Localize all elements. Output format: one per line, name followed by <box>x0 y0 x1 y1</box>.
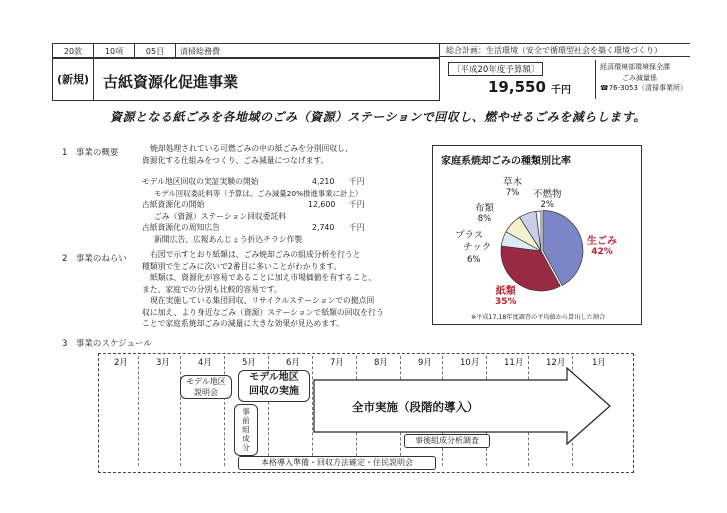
section2-body <box>142 249 432 330</box>
model-briefing-box <box>180 375 232 399</box>
body-line: 種類別で生ごみに次いで2番目に多いことがわかります。 <box>142 261 342 271</box>
label-pct: 42% <box>591 247 613 257</box>
code-kan: 20款 <box>53 44 94 58</box>
item-unit: 千円 <box>349 200 365 209</box>
label-name: プラス <box>455 230 484 241</box>
intro-line: 資源化する仕組みをつくり、ごみ減量につなげます。 <box>142 155 329 165</box>
arrow-label: 全市実施（段階的導入） <box>352 400 479 414</box>
month-label: 7月 <box>330 358 344 368</box>
label-pct: 7% <box>505 188 520 198</box>
label-name2: チック <box>463 242 492 253</box>
dept-line: ごみ減量係 <box>622 73 657 82</box>
dept-line: ☎76-3053（清掃事業所） <box>600 84 687 92</box>
label-paper <box>495 282 517 307</box>
item-amount: 2,740 <box>312 223 335 232</box>
slogan: 資源となる紙ごみを各地域のごみ（資源）ステーションで回収し、燃やせるごみを減らします。 <box>110 110 646 124</box>
item-amount: 12,600 <box>308 200 336 209</box>
body-line: ことで家庭系焼却ごみの減量に大きな効果が見込めます。 <box>142 319 345 328</box>
label-name: 生ごみ <box>587 236 617 247</box>
title-box <box>52 57 440 101</box>
month-label: 2月 <box>114 358 128 368</box>
code-kou: 10項 <box>94 44 135 58</box>
month-label: 1月 <box>592 358 606 368</box>
month-divider <box>138 356 139 466</box>
body-line: 右図で示すとおり紙類は、ごみ焼却ごみの組成分析を行うと <box>150 250 361 259</box>
preparation-box: 本格導入準備・回収方法確定・住民説明会 <box>238 456 436 470</box>
code-expense: 清掃総務費 <box>180 46 220 56</box>
month-label: 3月 <box>156 358 170 368</box>
label-name: 布類 <box>475 203 495 214</box>
item-unit: 千円 <box>349 177 365 186</box>
item-unit: 千円 <box>349 223 365 232</box>
month-label: 11月 <box>504 358 524 368</box>
box-char: 成 <box>242 434 250 443</box>
section1-heading: 1 事業の概要 <box>62 148 119 158</box>
budget-amount: 19,550 <box>488 78 546 96</box>
box-line: モデル地区 <box>249 372 299 383</box>
item-sub: 新聞広告、広報あんじょう折込チラシ作製 <box>154 234 303 244</box>
new-badge: (新規) <box>53 58 94 100</box>
box-char: 分 <box>242 443 250 452</box>
box-char: 前 <box>242 416 250 425</box>
month-divider <box>224 356 225 466</box>
budget-unit: 千円 <box>551 85 571 96</box>
project-title: 古紙資源化促進事業 <box>103 73 239 91</box>
box-line: モデル地区 <box>186 377 226 386</box>
label-grass <box>503 174 522 198</box>
item-label: 古紙資源化の周知広告 <box>142 223 220 232</box>
box-char: 組 <box>242 425 250 434</box>
label-namagomi <box>587 232 617 257</box>
item-amount: 4,210 <box>312 177 335 186</box>
intro-line: 焼却処理されている可燃ごみの中の紙ごみを分別回収し、 <box>150 144 353 153</box>
month-label: 5月 <box>242 358 256 368</box>
department-info <box>600 62 704 94</box>
body-line: 現在実施している集団回収、リサイクルステーションでの拠点回 <box>150 296 375 305</box>
month-label: 12月 <box>546 358 566 368</box>
label-name: 紙類 <box>495 286 516 297</box>
body-line: 紙類は、資源化が容易であることに加え市場価値を有すること、 <box>150 273 377 282</box>
item-sub: ごみ（資源）ステーション回収委託料 <box>154 211 287 221</box>
chart-note: ※平成17,18年度調査の平均値から算出した割合 <box>471 314 606 321</box>
dept-line: 経済環境部環境保全課 <box>600 63 670 71</box>
item-label: 古紙資源化の開始 <box>142 200 205 209</box>
label-name: 不燃物 <box>533 189 562 200</box>
box-char: 事 <box>242 407 250 416</box>
item-sub: モデル回収委託料等（予算は、ごみ減量20%推進事業に計上） <box>154 188 363 198</box>
month-label: 10月 <box>460 358 480 368</box>
budget-label: 〔平成20年度予算額〕 <box>448 62 543 76</box>
month-label: 4月 <box>198 358 212 368</box>
label-pct: 8% <box>477 214 492 224</box>
label-plastic <box>455 230 491 266</box>
section3-heading: 3 事業のスケジュール <box>62 339 152 349</box>
label-pct: 6% <box>467 255 481 265</box>
post-analysis-box: 事後組成分析調査 <box>404 434 490 448</box>
model-collection-box <box>238 370 310 402</box>
comprehensive-plan: 総合計画：生活環境（安全で循環型社会を築く環境づくり） <box>440 43 690 57</box>
pre-analysis-box <box>234 404 258 456</box>
section1-intro <box>142 143 430 166</box>
label-cloth <box>475 200 494 224</box>
month-label: 6月 <box>286 358 300 368</box>
body-line: また、家庭での分別も比較的容易です。 <box>142 284 282 294</box>
month-label: 9月 <box>418 358 432 368</box>
item-label: モデル地区回収の実証実験の開始 <box>142 177 259 186</box>
box-line: 回収の実施 <box>249 386 299 397</box>
label-incombustible <box>533 186 562 210</box>
label-pct: 2% <box>540 200 554 210</box>
chart-title: 家庭系焼却ごみの種類別比率 <box>441 156 571 167</box>
pie-chart-panel <box>432 145 642 325</box>
section2-heading: 2 事業のねらい <box>62 254 127 264</box>
body-line: 収に加え、より身近なごみ（資源）ステーションで紙類の回収を行う <box>142 307 384 317</box>
section1-items <box>142 176 432 245</box>
label-name: 草木 <box>503 177 523 188</box>
box-line: 説明会 <box>194 388 218 397</box>
label-pct: 35% <box>495 297 517 307</box>
month-label: 8月 <box>374 358 388 368</box>
code-moku: 05目 <box>135 44 176 58</box>
month-divider <box>180 356 181 466</box>
